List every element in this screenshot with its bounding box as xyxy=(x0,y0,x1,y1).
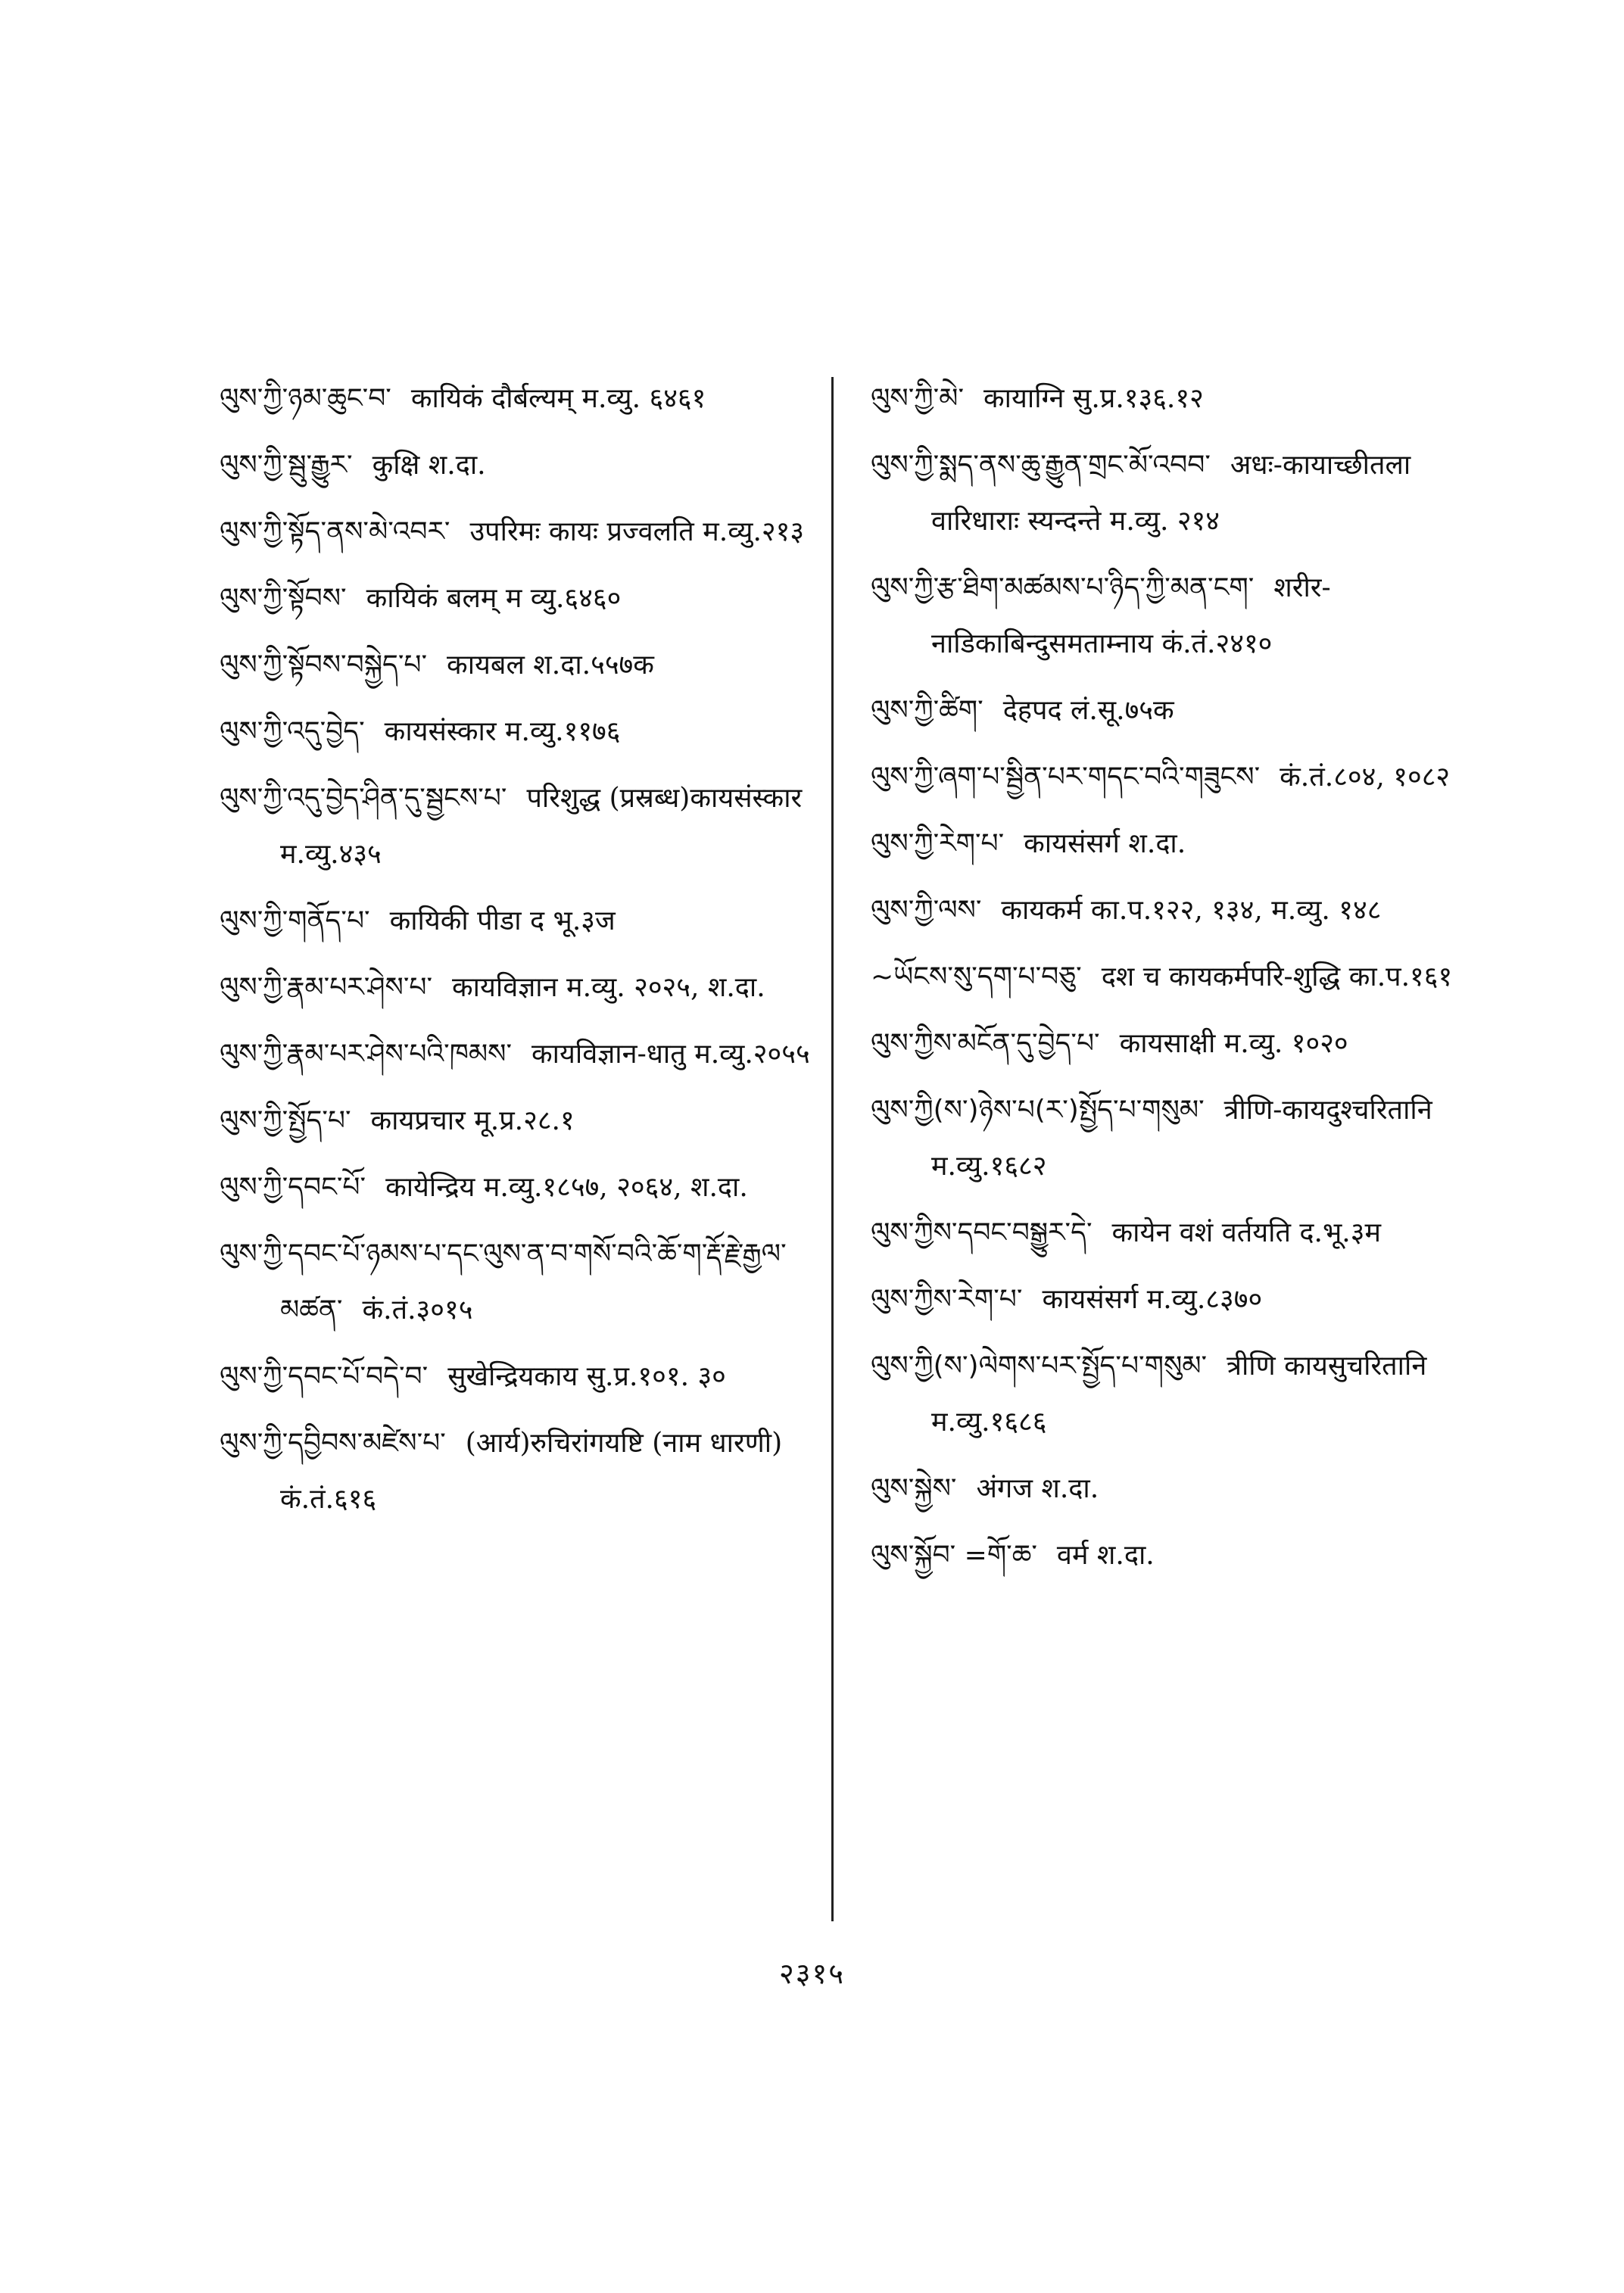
dictionary-entry xyxy=(220,438,818,494)
dictionary-entry xyxy=(220,637,818,693)
dictionary-entry xyxy=(220,771,818,883)
sanskrit-definition: अंगज श.दा. xyxy=(976,1473,1099,1504)
tibetan-headword: ལུས་ཀྱི་འདུ་བྱེད་ xyxy=(220,716,365,747)
tibetan-headword: ལུས་ཀྱི་དབང་པོ་ཉམས་པ་དང་ལུས་ན་བ་གསོ་བའི་ཆོ་ག་རྡོ་རྗེ་རྒྱལ་མཚན་ xyxy=(220,1238,787,1326)
sanskrit-definition: कायिकं दौर्बल्यम् म.व्यु. ६४६१ xyxy=(410,383,706,414)
tibetan-headword: ལུས་ཀྱི་རྣམ་པར་ཤེས་པ་ xyxy=(220,972,433,1003)
sanskrit-definition: परिशुद्ध (प्रस्रब्ध)कायसंस्कार म.व्यु.४३५ xyxy=(280,783,803,870)
dictionary-entry xyxy=(871,949,1469,1005)
dictionary-entry xyxy=(871,560,1469,672)
dictionary-entry xyxy=(220,1093,818,1149)
dictionary-entry xyxy=(871,816,1469,872)
dictionary-entry xyxy=(220,1027,818,1083)
sanskrit-definition: कायसंस्कार म.व्यु.११७६ xyxy=(384,716,621,747)
tibetan-headword: ལུས་ཀྱིས་རེག་པ་ xyxy=(871,1284,1023,1315)
tibetan-headword: ལུས་སྐྱེས་ xyxy=(871,1473,957,1504)
tibetan-headword: ལུས་ཀྱི་སྤྱོད་པ་ xyxy=(220,1105,351,1136)
sanskrit-definition: अधः-कायाच्छीतला वारिधाराः स्यन्दन्ते म.व्यु. २१४ xyxy=(931,450,1411,537)
tibetan-headword: ལུས་ཀྱི(ས་)ཉེས་པ(ར་)སྤྱོད་པ་གསུམ་ xyxy=(871,1095,1205,1126)
sanskrit-definition: कं.तं.३०१५ xyxy=(362,1294,473,1326)
dictionary-entry xyxy=(220,1416,818,1528)
tibetan-headword: ལུས་ཀྱི་རྩ་ཐིག་མཚམས་པ་ཉིད་ཀྱི་མན་ངག་ xyxy=(871,572,1255,603)
tibetan-headword: ལུས་ཀྱི་འདུ་བྱེད་ཤིན་དུ་སྦྱངས་པ་ xyxy=(220,783,507,814)
dictionary-entry xyxy=(871,1461,1469,1517)
dictionary-entry xyxy=(220,571,818,627)
tibetan-headword: ལུས་ཀྱི་རྣམ་པར་ཤེས་པའི་ཁམས་ xyxy=(220,1039,513,1070)
tibetan-headword: ལུས་ཀྱི་ཚིག་ xyxy=(871,695,983,726)
dictionary-entry xyxy=(220,1349,818,1405)
column-divider xyxy=(831,377,834,1921)
sanskrit-definition: कायसाक्षी म.व्यु. १०२० xyxy=(1119,1028,1348,1059)
tibetan-headword: ལུས་ཀྱི་དབང་པོ་ xyxy=(220,1172,366,1203)
dictionary-entry xyxy=(871,883,1469,939)
dictionary-entry xyxy=(871,749,1469,805)
dictionary-entry xyxy=(871,1528,1469,1584)
dictionary-entry xyxy=(220,1160,818,1216)
dictionary-entry xyxy=(871,1338,1469,1450)
dictionary-entry xyxy=(220,371,818,427)
sanskrit-definition: कायिकी पीडा द भू.३ज xyxy=(389,905,616,936)
sanskrit-definition: कं.तं.८०४, १०८२ xyxy=(1280,762,1451,793)
dictionary-entry xyxy=(871,1016,1469,1072)
tibetan-headword: ལུས་ཀྱི་སྟོད་ནས་མེ་འབར་ xyxy=(220,516,450,547)
sanskrit-definition: देहपद लं.सू.७५क xyxy=(1002,695,1174,726)
dictionary-entry xyxy=(871,1205,1469,1261)
left-column xyxy=(220,371,818,1538)
page-number: २३१५ xyxy=(778,1957,846,1990)
dictionary-entry xyxy=(220,960,818,1016)
dictionary-entry xyxy=(871,1272,1469,1328)
sanskrit-definition: कायेन वशं वर्तयति द.भू.३म xyxy=(1111,1217,1381,1248)
sanskrit-definition: कायसंसर्ग म.व्यु.८३७० xyxy=(1042,1284,1263,1315)
tibetan-headword: ལུས་ཀྱི་དབང་པོ་བདེ་བ་ xyxy=(220,1361,429,1392)
tibetan-headword: ལུས་ཀྱི་ཞག་པ་སྦྱིན་པར་གདང་བའི་གཟུངས་ xyxy=(871,762,1261,793)
sanskrit-definition: शरीर-नाडिकाबिन्दुसमताम्नाय कं.तं.२४१० xyxy=(931,572,1331,659)
sanskrit-definition: त्रीणि-कायदुश्चरितानि म.व्यु.१६८२ xyxy=(931,1095,1432,1182)
dictionary-entry xyxy=(871,1083,1469,1195)
tibetan-headword: ལུས་ཀྱི་སྨད་ནས་ཆུ་རྒྱུན་གྲང་མོ་འབབ་ xyxy=(871,450,1211,481)
dictionary-entry xyxy=(871,683,1469,739)
tibetan-headword: ལུས་ཀྱི་དབྱིབས་མཛེས་པ་ xyxy=(220,1428,446,1459)
tibetan-headword: ལུས་ཀྱི་ཉམ་ཆུང་བ་ xyxy=(220,383,391,414)
sanskrit-definition: (आर्य)रुचिरांगयष्टि (नाम धारणी) कं.तं.६१६ xyxy=(280,1428,783,1515)
sanskrit-definition: कायविज्ञान म.व्यु. २०२५, श.दा. xyxy=(452,972,765,1003)
tibetan-headword: ལུས་ཀྱིས་མངོན་དུ་བྱེད་པ་ xyxy=(871,1028,1100,1059)
tibetan-headword: ~ཡོངས་སུ་དག་པ་བཅུ་ xyxy=(871,961,1082,992)
tibetan-headword: ལུས་ཀྱི་མེ་ xyxy=(871,383,965,414)
sanskrit-definition: उपरिमः कायः प्रज्वलति म.व्यु.२१३ xyxy=(469,516,805,547)
sanskrit-definition: कायसंसर्ग श.दा. xyxy=(1024,828,1186,859)
dictionary-entry xyxy=(871,371,1469,427)
tibetan-headword: ལུས་ཀྱི་སྦུ་རྒྱུར་ xyxy=(220,450,353,481)
dictionary-entry xyxy=(220,704,818,760)
sanskrit-definition: दश च कायकर्मपरि-शुद्धि का.प.१६१ xyxy=(1101,961,1453,992)
sanskrit-definition: कायकर्म का.प.१२२, १३४, म.व्यु. १४८ xyxy=(1001,895,1382,926)
dictionary-entry xyxy=(220,1226,818,1338)
sanskrit-definition: वर्म श.दा. xyxy=(1056,1540,1155,1571)
tibetan-headword: ལུས་ཀྱི་སྟོབས་ xyxy=(220,583,347,614)
tibetan-headword: ལུས་ཀྱིས་དབང་བསྒྱུར་དེ་ xyxy=(871,1217,1093,1248)
sanskrit-definition: सुखेन्द्रियकाय सु.प्र.१०१. ३० xyxy=(447,1361,726,1392)
sanskrit-definition: त्रीणि कायसुचरितानि म.व्यु.१६८६ xyxy=(931,1351,1427,1438)
dictionary-entry xyxy=(220,893,818,949)
sanskrit-definition: कायिकं बलम् म व्यु.६४६० xyxy=(366,583,622,614)
sanskrit-definition: कायबल श.दा.५५७क xyxy=(447,650,654,681)
sanskrit-definition: कायप्रचार मू.प्र.२८.१ xyxy=(370,1105,575,1136)
right-column xyxy=(871,371,1469,1594)
tibetan-headword: ལུས་སྐྱོབ་ =གོ་ཆ་ xyxy=(871,1540,1037,1571)
tibetan-headword: ལུས་ཀྱི(ས་)ལེགས་པར་སྤྱོད་པ་གསུམ་ xyxy=(871,1351,1208,1382)
tibetan-headword: ལུས་ཀྱི་རེག་པ་ xyxy=(871,828,1005,859)
dictionary-entry xyxy=(871,438,1469,550)
sanskrit-definition: कायाग्नि सु.प्र.१३६.१२ xyxy=(983,383,1204,414)
tibetan-headword: ལུས་ཀྱི་ལས་ xyxy=(871,895,982,926)
sanskrit-definition: कुक्षि श.दा. xyxy=(372,450,486,481)
sanskrit-definition: कायेन्द्रिय म.व्यु.१८५७, २०६४, श.दा. xyxy=(385,1172,748,1203)
sanskrit-definition: कायविज्ञान-धातु म.व्यु.२०५५ xyxy=(531,1039,810,1070)
dictionary-entry xyxy=(220,504,818,560)
tibetan-headword: ལུས་ཀྱི་གནོད་པ་ xyxy=(220,905,370,936)
tibetan-headword: ལུས་ཀྱི་སྟོབས་བསྐྱེད་པ་ xyxy=(220,650,428,681)
